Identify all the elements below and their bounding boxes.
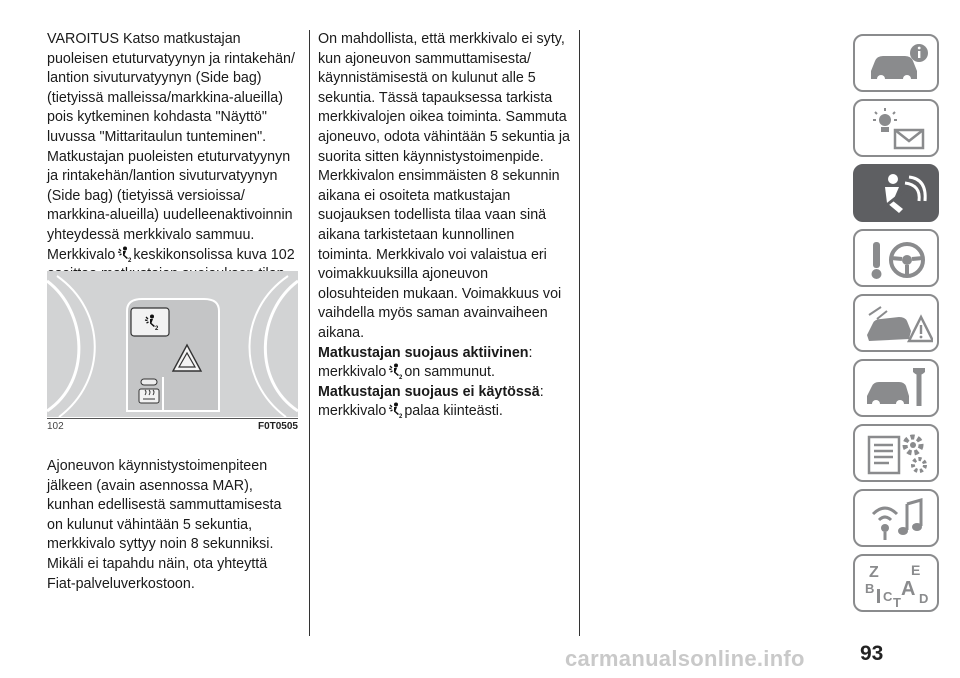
index-letter: C	[883, 589, 893, 604]
protection-inactive-colon: :	[539, 383, 544, 400]
tab-specifications[interactable]	[853, 424, 939, 482]
tab-starting-driving[interactable]	[853, 229, 939, 287]
figure-number: 102	[47, 421, 64, 432]
indicator-text-before: Merkkivalo	[47, 246, 116, 263]
car-info-icon	[863, 41, 933, 87]
index-bar	[877, 589, 880, 603]
key-steering-wheel-icon	[863, 236, 933, 282]
index-letter: A	[901, 578, 916, 600]
left-column-lower	[47, 457, 299, 594]
protection-active-colon: :	[528, 344, 533, 361]
watermark: carmanualsonline.info	[565, 646, 805, 671]
column-divider-right	[579, 30, 580, 636]
protection-active-before: merkkivalo	[318, 364, 387, 381]
protection-active	[318, 344, 570, 383]
tab-maintenance[interactable]	[853, 359, 939, 417]
tab-warning-lights[interactable]	[853, 99, 939, 157]
indicator-text-after: keskikonsolissa kuva 102	[133, 246, 295, 263]
multimedia-icon	[863, 496, 933, 542]
tab-emergency[interactable]	[853, 294, 939, 352]
protection-inactive-after: palaa kiinteästi.	[404, 403, 503, 420]
tab-safety[interactable]	[853, 164, 939, 222]
protection-active-heading: Matkustajan suojaus aktiivinen	[318, 344, 529, 361]
protection-inactive	[318, 383, 570, 422]
console-figure	[47, 271, 298, 417]
airbag-off-lamp-icon	[387, 363, 403, 379]
paragraph-startup: Ajoneuvon käynnistystoimenpiteen jälkeen (avain asennossa MAR), kunhan edellisestä sammuttamisesta on kulunut vähintään 5 sekuntia, merkkivalo syttyy noin 8 sekunniksi. Mikäli ei tapahdu näin, ota yhteyttä Fiat-palveluverkostoon.	[47, 458, 282, 592]
tab-car-info[interactable]	[853, 34, 939, 92]
seatbelt-airbag-icon	[863, 171, 933, 217]
figure-rule	[47, 418, 298, 419]
airbag-off-lamp-icon	[387, 402, 403, 418]
warning-lights-icon	[863, 106, 933, 152]
paragraph-first-seconds: Merkkivalon ensimmäisten 8 sekunnin aikana ei osoiteta matkustajan suojauksen todellista tilaa vaan sinä aikana tarkistetaan kunnollinen toiminta. Merkkivalo voi valaistua eri voimakkuuksilla ajoneuvon olosuhteiden mukaan. Voimakkuus voi vaihdella myös saman avainvaiheen aikana.	[318, 168, 562, 341]
car-wrench-icon	[863, 366, 933, 412]
airbag-off-lamp-icon	[116, 246, 132, 262]
index-letter: B	[865, 581, 875, 596]
page-number: 93	[860, 642, 884, 665]
index-letter: T	[893, 595, 901, 607]
paragraph-reactivation: Matkustajan puoleisten etuturvatyynyn ja rintakehän/lantion sivuturvatyynyn (Side bag) (tietyissä versioissa/ markkina-alueilla) uudelleenaktivoinnin yhteydessä merkkivalo sammuu.	[47, 148, 293, 243]
accident-warning-icon	[863, 301, 933, 347]
tab-multimedia[interactable]	[853, 489, 939, 547]
index-letter: D	[919, 591, 929, 606]
warning-text: VAROITUS Katso matkustajan puoleisen etuturvatyynyn ja rintakehän/ lantion sivuturvatyynyn (Side bag) (tietyissä malleissa/markkina-alueilla) pois kytkeminen kohdasta "Näyttö" luvussa "Mittaritaulun tunteminen".	[47, 31, 295, 145]
chapter-sidebar	[853, 34, 939, 619]
paragraph-possible: On mahdollista, että merkkivalo ei syty, kun ajoneuvon sammuttamisesta/ käynnistämisestä on kulunut alle 5 sekuntia. Tässä tapauksessa tarkista merkkivalojen oikea toiminta. Sammuta ajoneuvo, odota vähintään 5 sekuntia ja suorita sitten käynnistystoimenpide.	[318, 31, 570, 165]
left-column	[47, 30, 299, 285]
specs-gears-icon	[863, 431, 933, 477]
tab-index[interactable]	[853, 554, 939, 612]
protection-active-after: on sammunut.	[404, 364, 495, 381]
center-console-illustration	[47, 271, 298, 417]
alphabet-index-icon	[863, 561, 933, 607]
index-letter: E	[911, 562, 921, 578]
figure-caption	[47, 421, 298, 439]
protection-inactive-heading: Matkustajan suojaus ei käytössä	[318, 383, 540, 400]
figure-code: F0T0505	[257, 421, 298, 432]
right-column	[318, 30, 570, 422]
column-divider-left	[309, 30, 310, 636]
index-letter: Z	[869, 564, 879, 581]
protection-inactive-before: merkkivalo	[318, 403, 387, 420]
